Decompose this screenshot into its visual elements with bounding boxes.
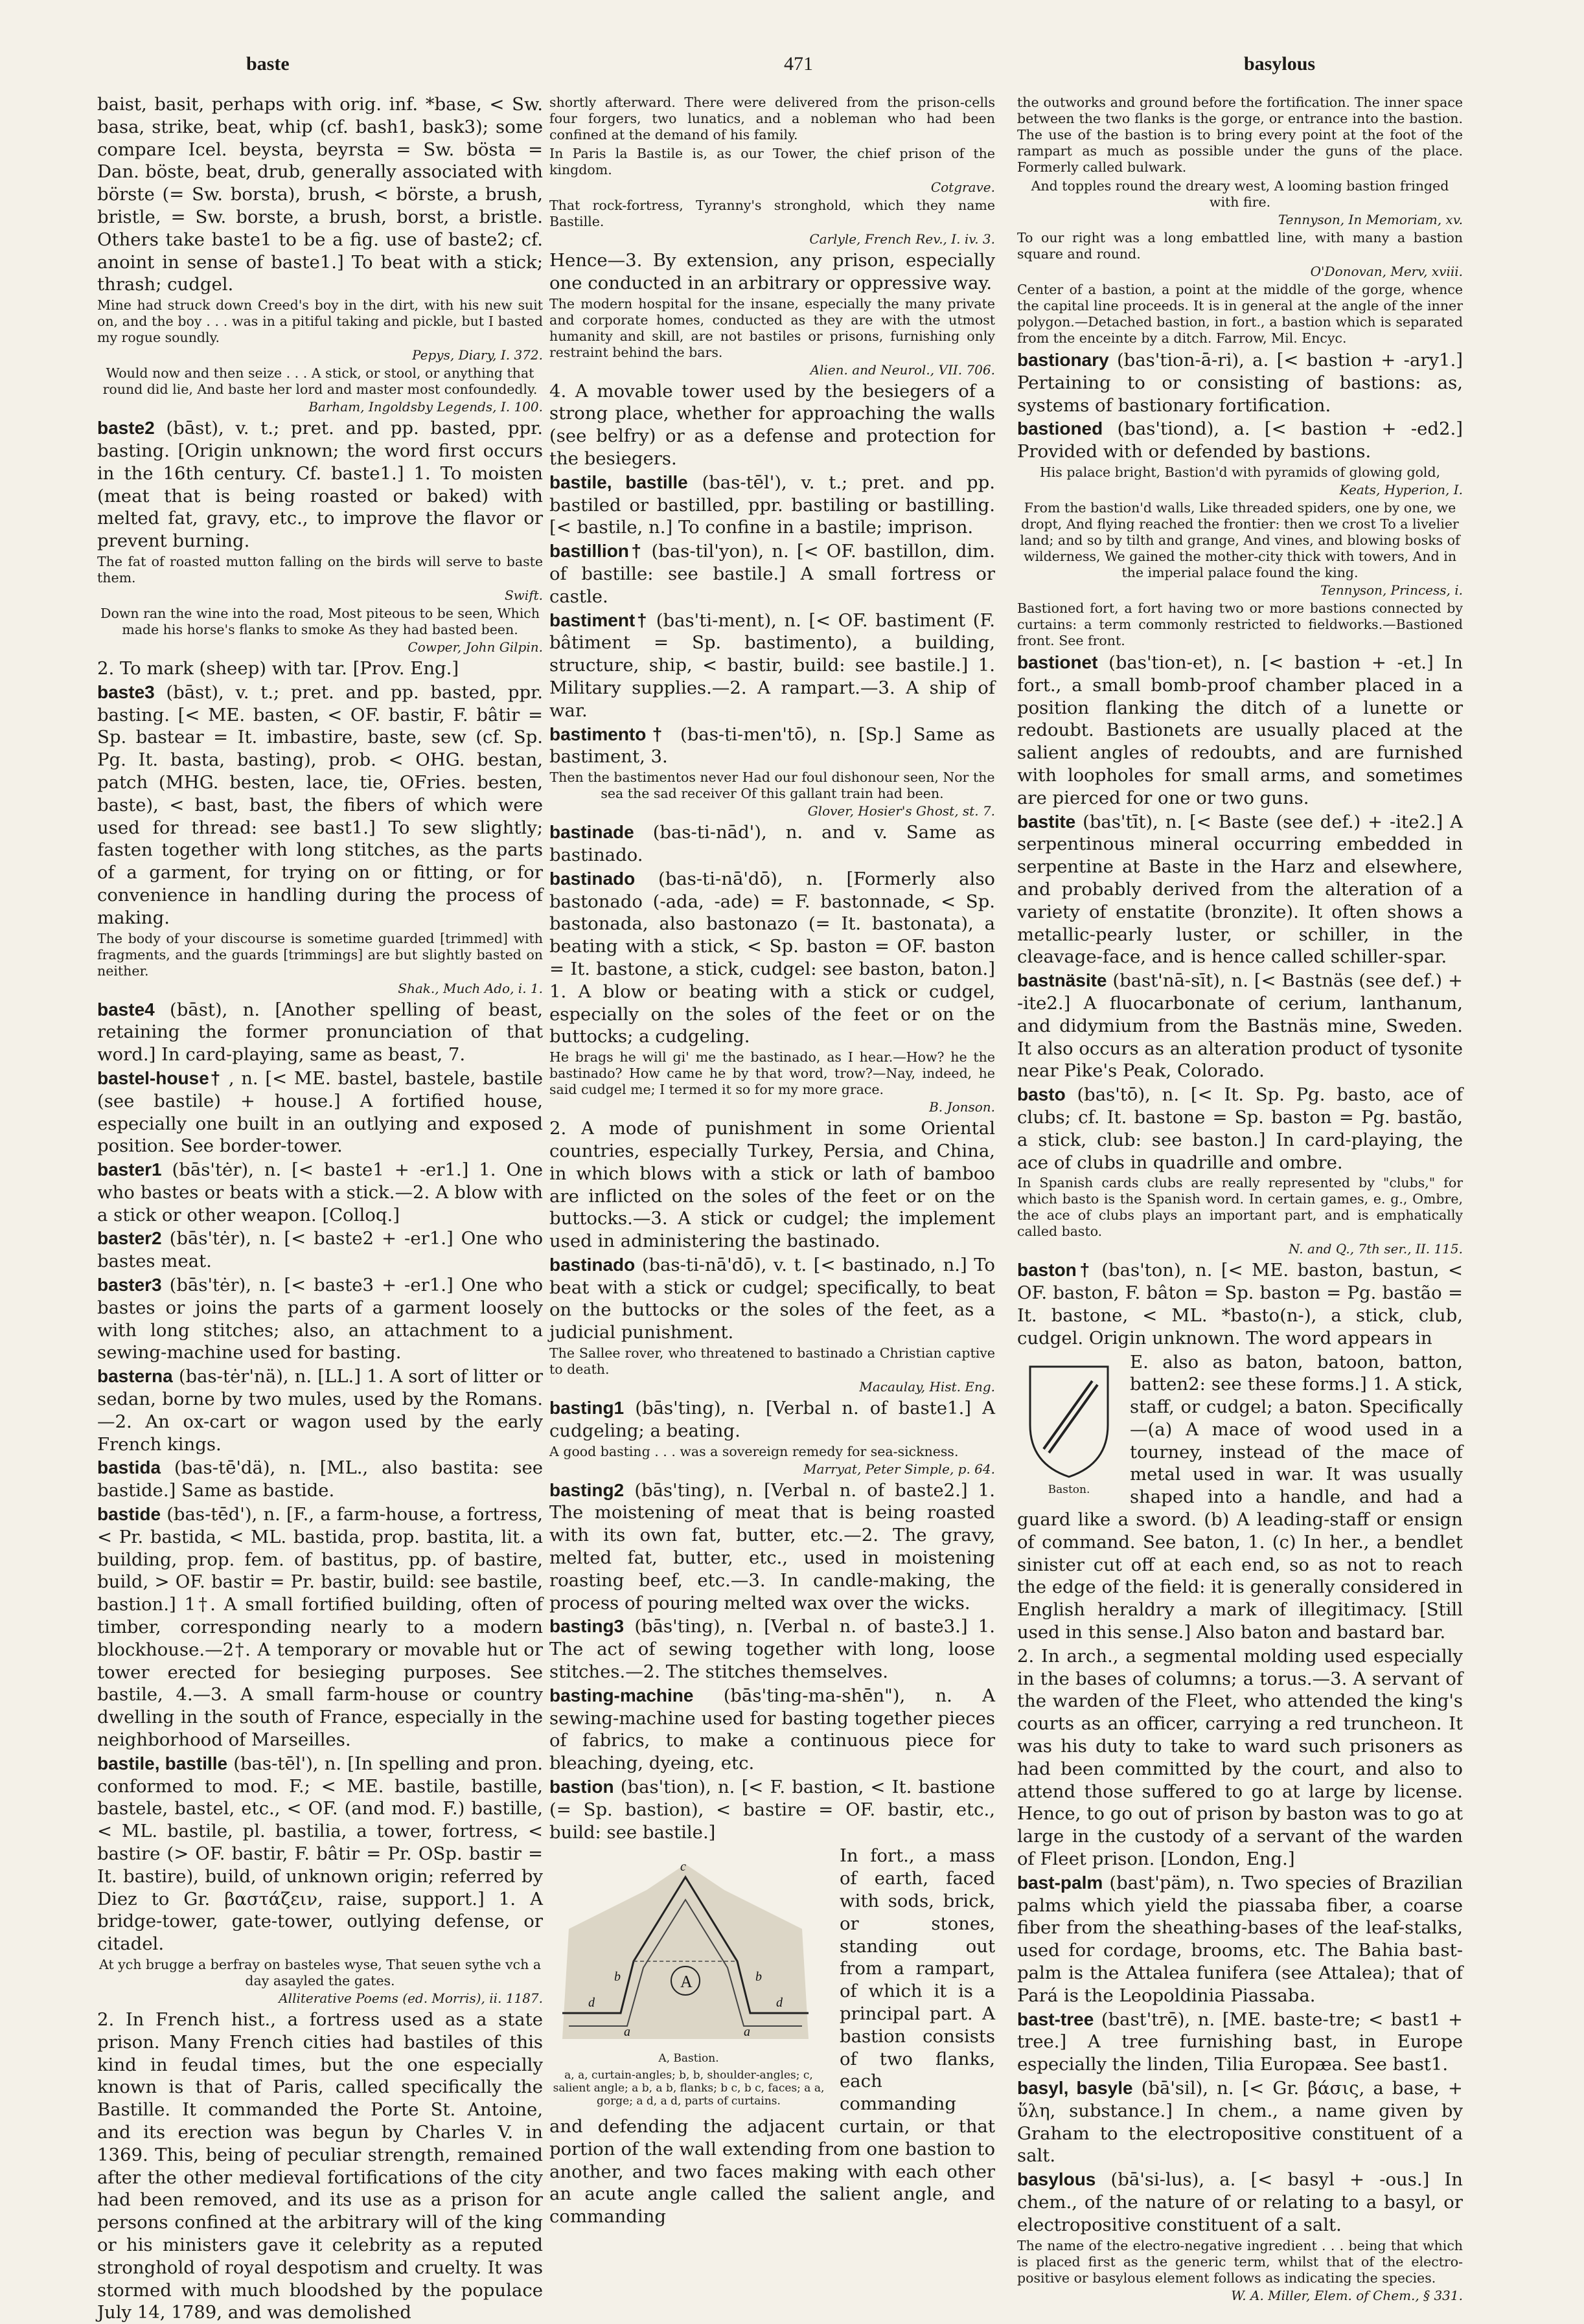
quotation: The modern hospital for the insane, especially the many private and corporate homes, conducted as they are with the utmost humanity and skill, are not bastiles or prisons, furnishing only restraint behind the bars. [549,295,995,360]
entry-headword: bastinado [549,868,636,889]
entry-headword: bastide [97,1504,161,1525]
entry-definition: (bāst), v. t.; pret. and pp. basted, ppr. basting. [< ME. basten, < OF. bastir, F. bâtir = Sp. bastear = It. imbastire, baste, sew (cf. Sp. Pg. It. basta, basting), prob. < OHG. bestan, patch (MHG. besten, lace, tie, OFries. besten, baste), < bast, bast, the fibers of which were used for thread: see bast1.] To sew slightly; fasten together with long stitches, as the parts of a garment, for trying on or fitting, or for convenience in handling during the process of making. [97,681,543,928]
dictionary-entry [1017,418,1463,463]
dictionary-entry [1017,970,1463,1082]
page-number: 471 [784,53,813,74]
entry-definition: (bāst), n. [Another spelling of beast, retaining the former pronunciation of that word.] In card-playing, same as beast, 7. [97,999,543,1065]
figure-label: b [614,1970,621,1985]
entry-headword: baster2 [97,1228,162,1249]
figure-label: a [624,2025,630,2040]
dictionary-entry [549,1685,995,1775]
entry-definition: (bās'tėr), n. [< baste3 + -er1.] One who bastes or joins the parts of a garment loosely with long stitches; also, an attachment to a sewing-machine used for basting. [97,1275,543,1363]
entry-headword: bastioned [1017,418,1103,439]
dictionary-entry [549,1254,995,1344]
entry-headword: basylous [1017,2169,1096,2190]
figure-label: d [776,1996,783,2011]
quotation: The name of the electro-negative ingredient . . . being that which is placed first as the generic term, whilst that of the electro-positive or basylous element follows as indicating the species. [1017,2237,1463,2286]
citation: W. A. Miller, Elem. of Chem., § 331. [1231,2287,1463,2303]
entry-headword: baste3 [97,681,155,702]
dictionary-entry [549,868,995,1048]
figure-label: c [680,1860,686,1874]
citation: Marryat, Peter Simple, p. 64. [803,1461,995,1477]
entry-definition: , n. [< ME. bastel, bastele, bastile (see bastile) + house.] A fortified house, especially one built in an outlying and exposed position. See border-tower. [97,1067,544,1157]
citation: N. and Q., 7th ser., II. 115. [1289,1241,1463,1257]
dictionary-entry [97,1365,543,1455]
header-right-guideword: basylous [1244,53,1316,74]
entry-definition: (bās'ting), n. [Verbal n. of baste1.] A cudgeling; a beating. [549,1398,995,1441]
figure-caption: a, a, curtain-angles; b, b, shoulder-angles; c, salient angle; a b, a b, flanks; b c, b c, faces; a a, gorge; a d, a d, parts of curtains. [553,2069,825,2108]
citation: Cowper, John Gilpin. [407,639,543,655]
entry-definition: (bas-til'yon), n. [< OF. bastillon, dim. of bastille: see bastile.] A small fortress or castle. [549,541,995,607]
entry-continuation: E. also as baton, batoon, batton, batten2: see these forms.] 1. A stick, staff, or cudgel; a baton. Specifically—(a) A mace of wood used in a tourney, instead of the mace of metal used in war. It was usually shaped into a handle, and had a guard like a sword. (b) A leading-staff or ensign of command. See baton, 1. (c) In her., a bendlet sinister cut off at each end, so as not to reach the edge of the field: it is generally considered in English heraldry a mark of illegitimacy. [Still used in this sense.] Also baton and bastard bar. [1017,1351,1463,1643]
entry-headword: baste2 [97,418,155,439]
dictionary-entry [1017,811,1463,969]
entry-definition: (bā'si-lus), a. [< basyl + -ous.] In chem., of the nature of or relating to a basyl, or electropositive constituent of a salt. [1017,2169,1463,2235]
quotation: Mine had struck down Creed's boy in the dirt, with his new suit on, and the boy . . . was in a pitiful taking and pickle, but I basted my rogue soundly. [97,297,543,346]
citation: Shak., Much Ado, i. 1. [398,980,543,996]
entry-definition: (bas'tion-et), n. [< bastion + -et.] In fort., a small bomb-proof chamber placed in a position flanking the ditch of a lunette or redoubt. Bastionets are usually placed at the salient angles of redoubts, and are furnished with loopholes for small arms, and sometimes are pierced for one or two guns. [1017,652,1463,808]
verse-quotation: At ych brugge a berfray on basteles wyse, That seuen sythe vch a day asayled the gates. [98,1956,542,1988]
dictionary-entry [1017,1084,1463,1174]
citation: Glover, Hosier's Ghost, st. 7. [807,803,995,819]
citation: O'Donovan, Merv, xviii. [1310,264,1463,279]
entry-headword: bastite [1017,811,1076,832]
dictionary-entry [1017,1872,1463,2007]
dictionary-entry [549,1776,995,1843]
citation: Barham, Ingoldsby Legends, I. 100. [308,399,543,415]
figure-caption-title: A, Bastion. [658,2052,719,2066]
bastion-diagram [549,1851,821,2045]
figure-label: A [680,1972,693,1992]
entry-definition: (bas'tīt), n. [< Baste (see def.) + -ite2.] A serpentinous mineral occurring embedded in serpentine at Baste in the Harz and elsewhere, and probably derived from the alteration of a variety of enstatite (bronzite). It often shows a metallic-pearly luster, or schiller, in the cleavage-face, and is hence called schiller-spar. [1017,811,1463,968]
entry-headword: basting2 [549,1479,625,1500]
entry-headword: baston† [1017,1260,1093,1281]
dictionary-entry [1017,349,1463,416]
entry-headword: bastel-house† [97,1067,222,1088]
verse-quotation: And topples round the dreary west, A looming bastion fringed with fire. [1031,178,1449,210]
bastion-figure [549,1847,828,2112]
entry-definition: (bast'trē), n. [ME. baste-tre; < bast1 + tree.] A tree furnishing bast, in Europe especially the linden, Tilia Europæa. See bast1. [1017,2009,1463,2075]
citation: Tennyson, In Memoriam, xv. [1278,212,1463,227]
entry-definition: (bās'tėr), n. [< baste1 + -er1.] 1. One who bastes or beats with a stick.—2. A blow with a stick or other weapon. [Colloq.] [97,1159,543,1225]
entry-headword: bastionary [1017,350,1109,370]
entry-headword: bast-palm [1017,1872,1103,1893]
dictionary-entry [1017,2169,1463,2236]
entry-headword: baste4 [97,999,155,1020]
dictionary-entry [549,540,995,608]
entry-headword: bastile, bastille [97,1753,228,1773]
dictionary-entry [97,1457,543,1502]
dictionary-entry [97,999,543,1066]
dictionary-entry [97,1753,543,1955]
entry-definition: (bas-tėr'nä), n. [LL.] 1. A sort of litter or sedan, borne by two mules, used by the Romans.—2. An ox-cart or wagon used by the early French kings. [97,1366,544,1455]
entry-definition: (bas'tiond), a. [< bastion + -ed2.] Provided with or defended by bastions. [1017,418,1463,462]
entry-definition: (bas-tē'dä), n. [ML., also bastita: see bastide.] Same as bastide. [97,1457,543,1501]
quotation: In Paris la Bastile is, as our Tower, the chief prison of the kingdom. [549,146,995,177]
verse-quotation: His palace bright, Bastion'd with pyramids of glowing gold, [1039,464,1441,480]
citation: Alliterative Poems (ed. Morris), ii. 1187. [279,1990,543,2006]
entry-headword: bastinado [549,1254,636,1275]
dictionary-entry [549,1615,995,1683]
entry-definition: (bās'tėr), n. [< baste2 + -er1.] One who bastes meat. [97,1228,543,1272]
citation: Swift. [504,587,543,603]
quotation: A good basting . . . was a sovereign remedy for sea-sickness. [549,1443,959,1459]
quotation: shortly afterward. There were delivered from the prison-cells four forgers, two lunatics, and a nobleman who had been confined at the demand of his family. [549,95,995,142]
dictionary-entry [97,1274,543,1364]
citation: Pepys, Diary, I. 372. [412,347,543,363]
quotation: Bastioned fort, a fort having two or more bastions connected by curtains: a term commonly restricted to fieldworks.—Bastioned front. See front. [1017,600,1463,648]
page-header [97,53,1497,85]
entry-definition: (bas'ti-ment), n. [< OF. bastiment (F. bâtiment = Sp. bastimento), a building, structure, ship, < bastir, build: see bastile.] 1. Military supplies.—2. A rampart.—3. A ship of war. [549,609,995,721]
entry-headword: bastida [97,1457,161,1478]
quotation: The body of your discourse is sometime guarded [trimmed] with fragments, and the guards [trimmings] are but slightly basted on neither. [97,930,543,979]
citation: Cotgrave. [930,179,995,195]
entry-headword: bastion [549,1777,614,1797]
entry-continuation: 4. A movable tower used by the besiegers of a strong place, whether for approaching the walls (see belfry) or as a defense and protection for the besiegers. [549,380,995,469]
entry-definition: (bās'ting), n. [Verbal n. of baste2.] 1. The moistening of meat that is being roasted with its own fat, butter, etc.—2. The gravy, melted fat, butter, etc., used in moistening roasting beef, etc.—3. In candle-making, the process of pouring melted wax over the wicks. [549,1479,995,1613]
entry-definition: (bās'ting-ma-shēn"), n. A sewing-machine used for basting together pieces of fabrics, to make a continuous piece for bleaching, dyeing, etc. [549,1685,995,1774]
entry-definition: (bas-tēl'), v. t.; pret. and pp. bastiled or bastilled, ppr. bastiling or bastilling. [< bastile, n.] To confine in a bastile; imprison. [549,472,996,538]
verse-quotation: Would now and then seize . . . A stick, or stool, or anything that round did lie, And baste her lord and master most confoundedly. [102,365,538,398]
shield-caption: Baston. [1048,1483,1090,1496]
dictionary-entry [1017,2077,1463,2167]
verse-quotation: Down ran the wine into the road, Most piteous to be seen, Which made his horse's flanks to smoke As they had basted been. [100,605,540,637]
quotation: That rock-fortress, Tyranny's stronghold, which they name Bastille. [549,198,995,229]
dictionary-entry [549,472,995,539]
entry-definition: (bas'tion-ā-ri), a. [< bastion + -ary1.] Pertaining to or consisting of bastions: as, systems of bastionary fortification. [1017,350,1463,416]
entry-headword: basting1 [549,1398,625,1418]
entry-headword: bastillion† [549,541,644,562]
citation: Tennyson, Princess, i. [1320,582,1463,598]
column-1 [97,93,544,2323]
entry-headword: bastnäsite [1017,970,1107,991]
verse-quotation: From the bastion'd walls, Like threaded spiders, one by one, we dropt, And flying reached the frontier: then we crost To a livelier land; and so by tilth and grange, And vines, and blowing bosks of wilderness, We gained the mother-city thick with towers, And in the imperial palace found the king. [1020,499,1460,580]
shield-diagram [1017,1354,1121,1483]
entry-headword: basterna [97,1366,173,1387]
header-left-guideword: baste [246,53,290,74]
quotation: To our right was a long embattled line, with many a bastion square and round. [1017,230,1463,262]
entry-definition: (bas'tion), n. [< F. bastion, < It. bastione (= Sp. bastion), < bastire = OF. bastir, etc., build: see bastile.] [549,1777,995,1843]
dictionary-entry [549,1397,995,1442]
dictionary-entry [549,609,995,722]
entry-continuation: In fort., a mass of earth, faced with sods, brick, or stones, standing out from a rampart, of which it is a principal part. A bastion consists of two flanks, each commanding and defending the adjacent curtain, or that portion of the wall extending from one bastion to another, and two faces making with each other an acute angle called the salient angle, and commanding [549,1845,995,2227]
figure-label: a [744,2025,750,2040]
entry-headword: baster1 [97,1159,162,1180]
entry-headword: bastile, bastille [549,472,688,492]
entry-definition: (bas-ti-nā'dō), n. [Formerly also bastonado (-ada, -ade) = F. bastonnade, < Sp. bastonada, also bastonazo (= It. bastonata), a beating with a stick, < Sp. baston = OF. baston = It. bastone, a stick, cudgel: see baston, baton.] 1. A blow or beating with a stick or cudgel, especially on the soles of the feet or on the buttocks; a cudgeling. [549,868,995,1047]
entry-definition: (bā'sil), n. [< Gr. βάσις, a base, + ὕλη, substance.] In chem., a name given by Graham to the electropositive constituent of a salt. [1017,2078,1463,2167]
figure-label: b [755,1970,762,1985]
entry-definition: (bast'päm), n. Two species of Brazilian palms which yield the piassaba fiber, a coarse fiber from the sheathing-bases of the leaf-stalks, used for cordage, brooms, etc. The Bahia bast-palm is the Attalea funifera (see Attalea); that of Pará is the Leopoldinia Piassaba. [1017,1872,1463,2006]
dictionary-entry [97,417,543,553]
quotation: In Spanish cards clubs are really represented by "clubs," for which basto is the Spanish word. In certain games, e. g., Ombre, the ace of clubs plays an important part, and is emphatically called basto. [1017,1175,1463,1240]
dictionary-entry [549,1479,995,1615]
quotation: He brags he will gi' me the bastinado, as I hear.—How? he the bastinado? How came he by that word, trow?—Nay, indeed, he said cudgel me; I termed it so for my more grace. [549,1049,995,1098]
entry-headword: basyl, basyle [1017,2078,1133,2098]
quotation: The fat of roasted mutton falling on the birds will serve to baste them. [97,553,543,586]
entry-definition: (bāst), v. t.; pret. and pp. basted, ppr. basting. [Origin unknown; the word first occurs in the 16th century. Cf. baste1.] 1. To moisten (meat that is being roasted or baked) with melted fat, gravy, etc., to improve the flavor or prevent burning. [97,418,543,552]
entry-definition: (bas-ti-nād'), n. and v. Same as bastinado. [549,822,995,865]
quotation: Center of a bastion, a point at the middle of the gorge, whence the capital line proceeds. It is in general at the angle of the inner polygon.—Detached bastion, in fort., a bastion which is separated from the enceinte by a ditch. Farrow, Mil. Encyc. [1017,282,1463,346]
dictionary-entry [549,821,995,867]
entry-headword: bastimento† [549,723,669,744]
entry-definition: (bas-ti-nā'dō), v. t. [< bastinado, n.] To beat with a stick or cudgel; specifically, to beat on the buttocks or the soles of the feet, as a judicial punishment. [549,1254,995,1343]
verse-quotation: Then the bastimentos never Had our foul dishonour seen, Nor the sea the sad receiver Of this gallant train had been. [549,769,995,802]
entry-definition: (bās'ting), n. [Verbal n. of baste3.] 1. The act of sewing together with long, loose stitches.—2. The stitches themselves. [549,1616,995,1683]
entry-headword: basting3 [549,1616,625,1637]
entry-definition: (bas-tēd'), n. [F., a farm-house, a fortress, < Pr. bastida, < ML. bastida, prop. bastita, lit. a building, prop. fem. of bastitus, pp. of bastire, build, > OF. bastir = Pr. bastir, build: see bastile, bastion.] 1†. A small fortified building, often of timber, corresponding nearly to a modern blockhouse.—2†. A temporary or movable hut or tower erected for besieging purposes. See bastile, 4.—3. A small farm-house or country dwelling in the south of France, especially in the neighborhood of Marseilles. [97,1504,543,1751]
entry-definition: (bas-tēl'), n. [In spelling and pron. conformed to mod. F.; < ME. bastile, bastille, bastele, bastel, etc., < OF. (and mod. F.) bastille, < ML. bastile, pl. bastilia, a tower, fortress, < bastire (> OF. bastir, F. bâtir = Pr. OSp. bastir = It. bastire), build, of unknown origin; referred by Diez to Gr. βαστάζειν, raise, support.] 1. A bridge-tower, gate-tower, outlying defense, or citadel. [97,1753,544,1955]
entry-definition: (bas'tō), n. [< It. Sp. Pg. basto, ace of clubs; cf. It. bastone = Sp. baston = Pg. bastão, a stick, club: see baston.] In card-playing, the ace of clubs in quadrille and ombre. [1017,1084,1463,1173]
entry-headword: bastinade [549,822,634,843]
citation: Carlyle, French Rev., I. iv. 3. [809,231,995,247]
entry-headword: bastionet [1017,652,1098,672]
entry-headword: bastiment† [549,609,649,630]
dictionary-entry [97,1227,543,1273]
entry-definition: (bas-ti-men'tō), n. [Sp.] Same as bastiment, 3. [549,723,995,768]
entry-definition: (bast'nā-sīt), n. [< Bastnäs (see def.) + -ite2.] A fluocarbonate of cerium, lanthanum, and didymium from the Bastnäs mine, Sweden. It also occurs as an alteration product of tysonite near Pike's Peak, Colorado. [1017,970,1463,1082]
entry-continuation: 2. In arch., a segmental molding used especially in the bases of columns; a torus.—3. A servant of the warden of the Fleet, who attended the king's courts as an officer, carrying a red truncheon. It was his duty to take to ward such prisoners as had been committed by the court, and also to attend those suffered to go at large by license. Hence, to go out of prison by baston was to go at large in the custody of a servant of the warden of Fleet prison. [London, Eng.] [1017,1645,1463,1870]
dictionary-entry [1017,652,1463,810]
dictionary-entry [97,1067,543,1157]
dictionary-entry [549,723,995,769]
dictionary-entry [97,1159,543,1226]
dictionary-entry [1017,1259,1463,1349]
entry-headword: basto [1017,1084,1066,1105]
citation: Alien. and Neurol., VII. 706. [810,361,995,378]
column-2 [549,93,996,2227]
citation: Keats, Hyperion, I. [1339,481,1463,497]
quotation: The Sallee rover, who threatened to bastinado a Christian captive to death. [549,1345,995,1378]
entry-headword: basting-machine [549,1685,694,1705]
entry-continuation: Hence—3. By extension, any prison, especially one conducted in an arbitrary or oppressive way. [549,250,995,293]
entry-continuation: 2. In French hist., a fortress used as a state prison. Many French cities had bastiles of this kind in feudal times, but the one especially known is that of Paris, called specifically the Bastille. It commanded the Porte St. Antoine, and its erection was begun by Charles V. in 1369. This, being of peculiar strength, remained after the other medieval fortifications of the city had been removed, and its use as a prison for persons confined at the arbitrary will of the king or his ministers gave it celebrity as a reputed stronghold of royal despotism and cruelty. It was stormed with much bloodshed by the populace July 14, 1789, and was demolished [97,2009,543,2323]
figure-label: d [588,1996,595,2011]
entry-headword: bast-tree [1017,2009,1094,2029]
column-3 [1017,93,1463,2303]
entry-definition: (bas'ton), n. [< ME. baston, bastun, < OF. baston, F. bâton = Sp. baston = Pg. bastão = It. bastone, < ML. *basto(n-), a stick, club, cudgel. Origin unknown. The word appears in [1017,1260,1463,1349]
entry-continuation: baist, basit, perhaps with orig. inf. *base, < Sw. basa, strike, beat, whip (cf. bash1, bask3); some compare Icel. beysta, beyrsta = Sw. bösta = Dan. böste, beat, drub, generally associated with börste (= Sw. borsta), brush, < börste, a brush, bristle, = Sw. borste, a brush, borst, a bristle. Others take baste1 to be a fig. use of baste2; cf. anoint in sense of baste1.] To beat with a stick; thrash; cudgel. [97,94,543,295]
entry-continuation: 2. To mark (sheep) with tar. [Prov. Eng.] [97,657,459,679]
quotation: the outworks and ground before the fortification. The inner space between the two flanks is the gorge, or entrance into the bastion. The use of the bastion is to bring every point at the foot of the rampart as much as possible under the guns of the place. Formerly called bulwark. [1017,95,1463,175]
baston-shield-figure [1017,1354,1121,1496]
entry-continuation: 2. A mode of punishment in some Oriental countries, especially Turkey, Persia, and China, in which blows with a stick or lath of bamboo are inflicted on the soles of the feet or on the buttocks.—3. A stick or cudgel; the implement used in administering the bastinado. [549,1118,995,1252]
dictionary-entry [97,681,543,929]
citation: B. Jonson. [929,1099,995,1115]
entry-headword: baster3 [97,1275,162,1295]
citation: Macaulay, Hist. Eng. [859,1379,995,1395]
dictionary-entry [97,1503,543,1751]
dictionary-entry [1017,2009,1463,2076]
